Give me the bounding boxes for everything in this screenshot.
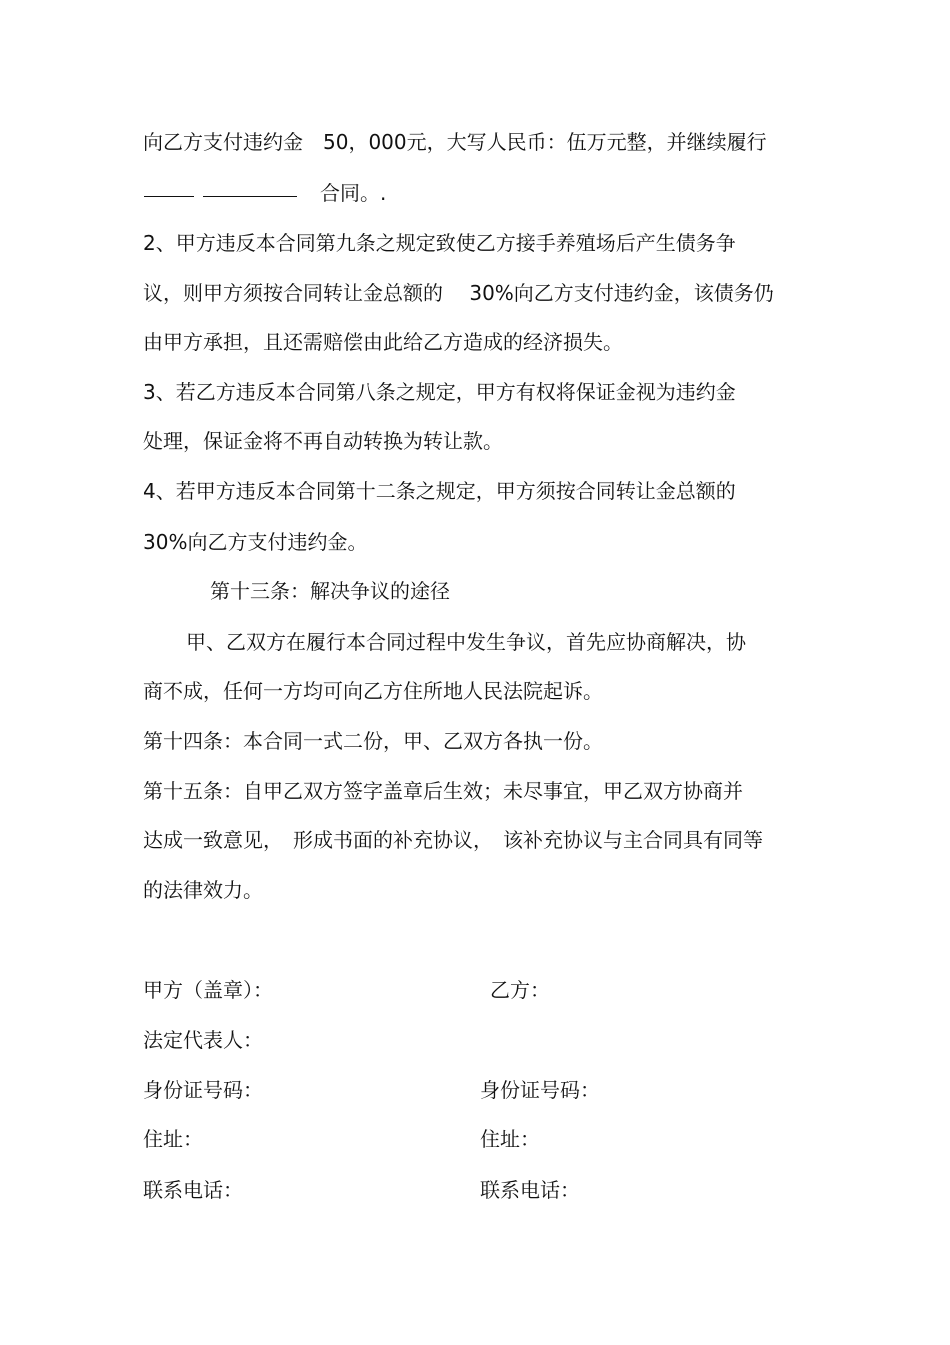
party-b-label: 乙方：	[490, 978, 550, 1002]
legal-representative-label: 法定代表人：	[143, 1028, 263, 1052]
clause-2-line-3: 由甲方承担，且还需赔偿由此给乙方造成的经济损失。	[143, 330, 623, 354]
clause-2-line-1: 2、甲方违反本合同第九条之规定致使乙方接手养殖场后产生债务争	[143, 231, 736, 255]
article-13-heading: 第十三条：解决争议的途径	[210, 579, 450, 603]
clause-4-line-2: 30%向乙方支付违约金。	[143, 530, 368, 554]
article-13-line-1: 甲、乙双方在履行本合同过程中发生争议，首先应协商解决，协	[186, 630, 746, 654]
article-15-line-1: 第十五条：自甲乙双方签字盖章后生效；未尽事宜，甲乙双方协商并	[143, 779, 743, 803]
body-line-1: 向乙方支付违约金 50，000元，大写人民币：伍万元整，并继续履行	[143, 130, 767, 154]
fill-blank-2	[203, 196, 297, 197]
article-13-line-2: 商不成，任何一方均可向乙方住所地人民法院起诉。	[143, 679, 603, 703]
body-line-2: 合同。.	[320, 181, 387, 205]
party-a-address-label: 住址：	[143, 1127, 203, 1151]
article-15-line-2: 达成一致意见， 形成书面的补充协议， 该补充协议与主合同具有同等	[143, 828, 763, 852]
clause-3-line-1: 3、若乙方违反本合同第八条之规定，甲方有权将保证金视为违约金	[143, 380, 736, 404]
party-a-id-label: 身份证号码：	[143, 1078, 263, 1102]
party-b-phone-label: 联系电话：	[480, 1178, 580, 1202]
article-14: 第十四条：本合同一式二份，甲、乙双方各执一份。	[143, 729, 603, 753]
party-b-id-label: 身份证号码：	[480, 1078, 600, 1102]
fill-blank-1	[144, 196, 194, 197]
party-a-phone-label: 联系电话：	[143, 1178, 243, 1202]
clause-3-line-2: 处理，保证金将不再自动转换为转让款。	[143, 429, 503, 453]
article-15-line-3: 的法律效力。	[143, 878, 263, 902]
party-b-address-label: 住址：	[480, 1127, 540, 1151]
clause-2-line-2: 议，则甲方须按合同转让金总额的 30%向乙方支付违约金，该债务仍	[143, 281, 774, 305]
party-a-seal-label: 甲方（盖章）：	[143, 978, 273, 1002]
clause-4-line-1: 4、若甲方违反本合同第十二条之规定，甲方须按合同转让金总额的	[143, 479, 736, 503]
